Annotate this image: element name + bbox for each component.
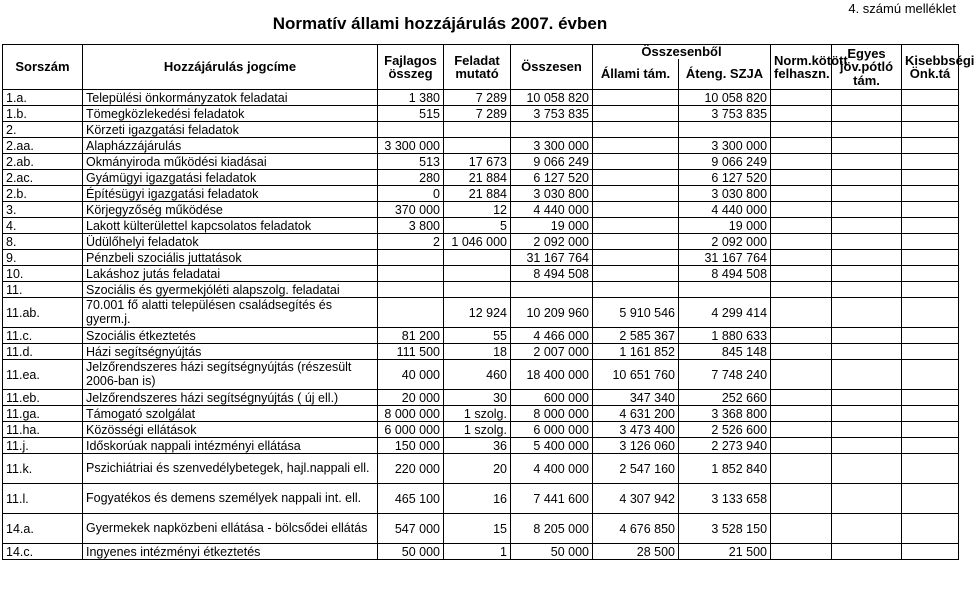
- row-norm: [771, 138, 832, 154]
- row-number: 3.: [3, 202, 83, 218]
- row-norm: [771, 422, 832, 438]
- row-egyes: [832, 484, 902, 514]
- row-allami: 3 126 060: [593, 438, 679, 454]
- row-egyes: [832, 138, 902, 154]
- row-fajlagos: 40 000: [378, 360, 444, 390]
- row-fajlagos: 50 000: [378, 544, 444, 560]
- row-egyes: [832, 218, 902, 234]
- row-fajlagos: 280: [378, 170, 444, 186]
- row-number: 11.d.: [3, 344, 83, 360]
- row-fajlagos: [378, 282, 444, 298]
- row-osszesen: 31 167 764: [511, 250, 593, 266]
- row-allami: 4 307 942: [593, 484, 679, 514]
- table-row: [3, 218, 959, 234]
- row-egyes: [832, 422, 902, 438]
- row-mutato: 36: [444, 438, 511, 454]
- row-name: Lakott külterülettel kapcsolatos feladatok: [83, 218, 378, 234]
- row-fajlagos: 1 380: [378, 90, 444, 106]
- row-fajlagos: 8 000 000: [378, 406, 444, 422]
- row-name: Körzeti igazgatási feladatok: [83, 122, 378, 138]
- row-ateng: 19 000: [679, 218, 771, 234]
- row-norm: [771, 328, 832, 344]
- row-mutato: [444, 138, 511, 154]
- row-egyes: [832, 298, 902, 328]
- row-osszesen: 10 209 960: [511, 298, 593, 328]
- row-name: Támogató szolgálat: [83, 406, 378, 422]
- row-allami: [593, 282, 679, 298]
- row-osszesen: 3 300 000: [511, 138, 593, 154]
- row-norm: [771, 106, 832, 122]
- row-osszesen: 19 000: [511, 218, 593, 234]
- table-row: [3, 422, 959, 438]
- row-osszesen: 6 127 520: [511, 170, 593, 186]
- row-number: 11.ea.: [3, 360, 83, 390]
- row-number: 9.: [3, 250, 83, 266]
- row-number: 1.b.: [3, 106, 83, 122]
- row-osszesen: 7 441 600: [511, 484, 593, 514]
- row-fajlagos: 81 200: [378, 328, 444, 344]
- row-ateng: 4 440 000: [679, 202, 771, 218]
- row-kisebbs: [902, 514, 959, 544]
- row-norm: [771, 438, 832, 454]
- row-norm: [771, 250, 832, 266]
- row-name: Építésügyi igazgatási feladatok: [83, 186, 378, 202]
- row-allami: [593, 234, 679, 250]
- row-number: 11.eb.: [3, 390, 83, 406]
- row-kisebbs: [902, 106, 959, 122]
- row-mutato: [444, 250, 511, 266]
- row-kisebbs: [902, 544, 959, 560]
- row-allami: [593, 202, 679, 218]
- allocation-table: [2, 44, 974, 560]
- table-row: [3, 344, 959, 360]
- row-allami: [593, 138, 679, 154]
- header-osszesen: Összesen: [511, 45, 593, 90]
- row-osszesen: 600 000: [511, 390, 593, 406]
- row-number: 11.l.: [3, 484, 83, 514]
- table-row: [3, 138, 959, 154]
- row-egyes: [832, 406, 902, 422]
- header-kisebbs: Kisebbségi Önk.tá: [902, 45, 959, 90]
- row-name: Körjegyzőség működése: [83, 202, 378, 218]
- row-egyes: [832, 454, 902, 484]
- row-allami: [593, 266, 679, 282]
- row-kisebbs: [902, 344, 959, 360]
- row-name: Lakáshoz jutás feladatai: [83, 266, 378, 282]
- row-allami: 4 676 850: [593, 514, 679, 544]
- row-allami: 1 161 852: [593, 344, 679, 360]
- row-kisebbs: [902, 406, 959, 422]
- row-number: 8.: [3, 234, 83, 250]
- row-name: Gyermekek napközbeni ellátása - bölcsődei ellátás: [83, 514, 378, 544]
- row-egyes: [832, 514, 902, 544]
- table-row: [3, 514, 959, 544]
- row-norm: [771, 122, 832, 138]
- row-fajlagos: 547 000: [378, 514, 444, 544]
- header-fajlagos: Fajlagos összeg: [378, 45, 444, 90]
- row-number: 11.ha.: [3, 422, 83, 438]
- table-row: [3, 438, 959, 454]
- document-title: Normatív állami hozzájárulás 2007. évben: [272, 14, 608, 33]
- table-row: [3, 202, 959, 218]
- row-ateng: 1 852 840: [679, 454, 771, 484]
- row-osszesen: 50 000: [511, 544, 593, 560]
- row-kisebbs: [902, 90, 959, 106]
- row-number: 14.a.: [3, 514, 83, 544]
- row-allami: [593, 106, 679, 122]
- row-fajlagos: 515: [378, 106, 444, 122]
- row-egyes: [832, 344, 902, 360]
- row-allami: 5 910 546: [593, 298, 679, 328]
- row-name: Szociális étkeztetés: [83, 328, 378, 344]
- row-norm: [771, 186, 832, 202]
- row-osszesen: 8 205 000: [511, 514, 593, 544]
- row-norm: [771, 298, 832, 328]
- row-name: Ingyenes intézményi étkeztetés: [83, 544, 378, 560]
- row-number: 11.ga.: [3, 406, 83, 422]
- row-norm: [771, 266, 832, 282]
- table-row: [3, 90, 959, 106]
- row-osszesen: 5 400 000: [511, 438, 593, 454]
- row-egyes: [832, 90, 902, 106]
- row-osszesen: 10 058 820: [511, 90, 593, 106]
- table-row: [3, 454, 959, 484]
- row-fajlagos: 465 100: [378, 484, 444, 514]
- table-row: [3, 406, 959, 422]
- row-fajlagos: [378, 122, 444, 138]
- row-norm: [771, 202, 832, 218]
- row-norm: [771, 454, 832, 484]
- row-number: 1.a.: [3, 90, 83, 106]
- row-egyes: [832, 122, 902, 138]
- row-norm: [771, 360, 832, 390]
- header-jogcim: Hozzájárulás jogcíme: [83, 45, 378, 90]
- row-norm: [771, 154, 832, 170]
- table-row: [3, 298, 959, 328]
- row-norm: [771, 390, 832, 406]
- row-kisebbs: [902, 250, 959, 266]
- table-row: [3, 186, 959, 202]
- row-number: 11.j.: [3, 438, 83, 454]
- table-body: [3, 90, 959, 560]
- row-mutato: 21 884: [444, 186, 511, 202]
- row-osszesen: 4 466 000: [511, 328, 593, 344]
- row-allami: [593, 122, 679, 138]
- row-allami: 2 585 367: [593, 328, 679, 344]
- row-mutato: 1 szolg.: [444, 406, 511, 422]
- header-sorszam: Sorszám: [3, 45, 83, 90]
- table-row: [3, 390, 959, 406]
- row-mutato: 12: [444, 202, 511, 218]
- row-ateng: 21 500: [679, 544, 771, 560]
- row-osszesen: 3 753 835: [511, 106, 593, 122]
- row-mutato: 5: [444, 218, 511, 234]
- row-mutato: 12 924: [444, 298, 511, 328]
- row-mutato: 17 673: [444, 154, 511, 170]
- row-allami: 10 651 760: [593, 360, 679, 390]
- row-ateng: 3 368 800: [679, 406, 771, 422]
- row-mutato: 7 289: [444, 90, 511, 106]
- row-kisebbs: [902, 298, 959, 328]
- row-mutato: 21 884: [444, 170, 511, 186]
- row-allami: 3 473 400: [593, 422, 679, 438]
- row-mutato: 1 046 000: [444, 234, 511, 250]
- row-norm: [771, 514, 832, 544]
- row-kisebbs: [902, 202, 959, 218]
- row-norm: [771, 234, 832, 250]
- row-mutato: [444, 266, 511, 282]
- row-ateng: 8 494 508: [679, 266, 771, 282]
- row-kisebbs: [902, 438, 959, 454]
- table-row: [3, 234, 959, 250]
- row-fajlagos: [378, 250, 444, 266]
- row-allami: [593, 170, 679, 186]
- table-row: [3, 106, 959, 122]
- row-osszesen: 9 066 249: [511, 154, 593, 170]
- row-kisebbs: [902, 234, 959, 250]
- row-fajlagos: 0: [378, 186, 444, 202]
- header-norm: Norm.kötött felhaszn.: [771, 45, 832, 90]
- row-ateng: 3 753 835: [679, 106, 771, 122]
- table-row: [3, 282, 959, 298]
- row-fajlagos: [378, 298, 444, 328]
- row-egyes: [832, 234, 902, 250]
- row-mutato: [444, 122, 511, 138]
- row-allami: 2 547 160: [593, 454, 679, 484]
- row-kisebbs: [902, 218, 959, 234]
- row-fajlagos: 111 500: [378, 344, 444, 360]
- row-osszesen: 8 000 000: [511, 406, 593, 422]
- row-name: Időskorúak nappali intézményi ellátása: [83, 438, 378, 454]
- row-ateng: 2 092 000: [679, 234, 771, 250]
- row-ateng: [679, 122, 771, 138]
- table-row: [3, 328, 959, 344]
- row-norm: [771, 484, 832, 514]
- row-mutato: 55: [444, 328, 511, 344]
- row-kisebbs: [902, 154, 959, 170]
- row-kisebbs: [902, 360, 959, 390]
- row-name: Fogyatékos és demens személyek nappali int. ell.: [83, 484, 378, 514]
- row-name: Gyámügyi igazgatási feladatok: [83, 170, 378, 186]
- row-name: Pénzbeli szociális juttatások: [83, 250, 378, 266]
- row-ateng: 252 660: [679, 390, 771, 406]
- row-mutato: 16: [444, 484, 511, 514]
- row-ateng: [679, 282, 771, 298]
- row-fajlagos: 20 000: [378, 390, 444, 406]
- row-number: 2.: [3, 122, 83, 138]
- row-name: Házi segítségnyújtás: [83, 344, 378, 360]
- row-ateng: 10 058 820: [679, 90, 771, 106]
- row-ateng: 7 748 240: [679, 360, 771, 390]
- row-norm: [771, 170, 832, 186]
- row-ateng: 31 167 764: [679, 250, 771, 266]
- row-norm: [771, 406, 832, 422]
- row-fajlagos: 6 000 000: [378, 422, 444, 438]
- row-ateng: 3 133 658: [679, 484, 771, 514]
- row-number: 2.ac.: [3, 170, 83, 186]
- row-egyes: [832, 390, 902, 406]
- row-number: 11.ab.: [3, 298, 83, 328]
- row-number: 11.: [3, 282, 83, 298]
- row-name: Közösségi ellátások: [83, 422, 378, 438]
- appendix-label: 4. számú melléklet: [848, 1, 956, 16]
- header-ateng: Áteng. SZJA: [679, 59, 771, 90]
- row-ateng: 9 066 249: [679, 154, 771, 170]
- row-allami: 28 500: [593, 544, 679, 560]
- row-number: 14.c.: [3, 544, 83, 560]
- row-egyes: [832, 186, 902, 202]
- row-fajlagos: 150 000: [378, 438, 444, 454]
- row-allami: [593, 218, 679, 234]
- row-ateng: 3 300 000: [679, 138, 771, 154]
- row-kisebbs: [902, 186, 959, 202]
- row-name: Jelzőrendszeres házi segítségnyújtás ( új ell.): [83, 390, 378, 406]
- row-name: Alapházzájárulás: [83, 138, 378, 154]
- row-kisebbs: [902, 422, 959, 438]
- row-kisebbs: [902, 282, 959, 298]
- row-number: 11.k.: [3, 454, 83, 484]
- row-allami: 347 340: [593, 390, 679, 406]
- table-row: [3, 250, 959, 266]
- table-row: [3, 266, 959, 282]
- row-egyes: [832, 106, 902, 122]
- row-osszesen: 2 007 000: [511, 344, 593, 360]
- row-name: Szociális és gyermekjóléti alapszolg. feladatai: [83, 282, 378, 298]
- row-egyes: [832, 202, 902, 218]
- row-ateng: 2 273 940: [679, 438, 771, 454]
- row-allami: [593, 154, 679, 170]
- row-name: 70.001 fő alatti településen családsegítés és gyerm.j.: [83, 298, 378, 328]
- row-mutato: 1 szolg.: [444, 422, 511, 438]
- row-norm: [771, 344, 832, 360]
- row-number: 4.: [3, 218, 83, 234]
- row-egyes: [832, 360, 902, 390]
- row-mutato: 7 289: [444, 106, 511, 122]
- table-row: [3, 170, 959, 186]
- row-norm: [771, 90, 832, 106]
- row-mutato: 30: [444, 390, 511, 406]
- table-row: [3, 154, 959, 170]
- row-kisebbs: [902, 484, 959, 514]
- row-norm: [771, 282, 832, 298]
- table-row: [3, 544, 959, 560]
- row-osszesen: [511, 282, 593, 298]
- row-mutato: 20: [444, 454, 511, 484]
- row-osszesen: 6 000 000: [511, 422, 593, 438]
- row-osszesen: 18 400 000: [511, 360, 593, 390]
- row-ateng: 1 880 633: [679, 328, 771, 344]
- row-ateng: 6 127 520: [679, 170, 771, 186]
- row-kisebbs: [902, 170, 959, 186]
- row-ateng: 4 299 414: [679, 298, 771, 328]
- row-ateng: 3 030 800: [679, 186, 771, 202]
- header-osszesenbol: Összesenből: [593, 45, 771, 60]
- row-mutato: [444, 282, 511, 298]
- row-osszesen: 8 494 508: [511, 266, 593, 282]
- row-ateng: 3 528 150: [679, 514, 771, 544]
- row-name: Üdülőhelyi feladatok: [83, 234, 378, 250]
- row-osszesen: 4 400 000: [511, 454, 593, 484]
- row-number: 2.aa.: [3, 138, 83, 154]
- row-egyes: [832, 170, 902, 186]
- row-number: 11.c.: [3, 328, 83, 344]
- row-name: Pszichiátriai és szenvedélybetegek, hajl.nappali ell.: [83, 454, 378, 484]
- row-norm: [771, 218, 832, 234]
- table-row: [3, 484, 959, 514]
- header-feladat: Feladat mutató: [444, 45, 511, 90]
- row-number: 2.b.: [3, 186, 83, 202]
- table-row: [3, 122, 959, 138]
- row-fajlagos: 3 300 000: [378, 138, 444, 154]
- row-fajlagos: [378, 266, 444, 282]
- row-allami: 4 631 200: [593, 406, 679, 422]
- row-osszesen: 3 030 800: [511, 186, 593, 202]
- header-egyes: Egyes jöv.pótló tám.: [832, 45, 902, 90]
- row-fajlagos: 3 800: [378, 218, 444, 234]
- row-mutato: 18: [444, 344, 511, 360]
- row-ateng: 845 148: [679, 344, 771, 360]
- row-egyes: [832, 266, 902, 282]
- row-fajlagos: 513: [378, 154, 444, 170]
- row-ateng: 2 526 600: [679, 422, 771, 438]
- row-name: Okmányiroda működési kiadásai: [83, 154, 378, 170]
- row-number: 10.: [3, 266, 83, 282]
- row-name: Jelzőrendszeres házi segítségnyújtás (részesült 2006-ban is): [83, 360, 378, 390]
- row-osszesen: 2 092 000: [511, 234, 593, 250]
- row-fajlagos: 2: [378, 234, 444, 250]
- row-osszesen: [511, 122, 593, 138]
- table-row: [3, 360, 959, 390]
- row-allami: [593, 186, 679, 202]
- row-fajlagos: 220 000: [378, 454, 444, 484]
- row-kisebbs: [902, 122, 959, 138]
- row-allami: [593, 250, 679, 266]
- row-kisebbs: [902, 138, 959, 154]
- row-number: 2.ab.: [3, 154, 83, 170]
- row-mutato: 15: [444, 514, 511, 544]
- row-norm: [771, 544, 832, 560]
- row-kisebbs: [902, 266, 959, 282]
- row-egyes: [832, 154, 902, 170]
- row-kisebbs: [902, 390, 959, 406]
- row-egyes: [832, 438, 902, 454]
- row-egyes: [832, 544, 902, 560]
- header-allami: Állami tám.: [593, 59, 679, 90]
- row-osszesen: 4 440 000: [511, 202, 593, 218]
- row-kisebbs: [902, 454, 959, 484]
- row-kisebbs: [902, 328, 959, 344]
- row-egyes: [832, 282, 902, 298]
- row-name: Települési önkormányzatok feladatai: [83, 90, 378, 106]
- row-fajlagos: 370 000: [378, 202, 444, 218]
- row-name: Tömegközlekedési feladatok: [83, 106, 378, 122]
- row-mutato: 460: [444, 360, 511, 390]
- row-egyes: [832, 250, 902, 266]
- row-mutato: 1: [444, 544, 511, 560]
- row-allami: [593, 90, 679, 106]
- row-egyes: [832, 328, 902, 344]
